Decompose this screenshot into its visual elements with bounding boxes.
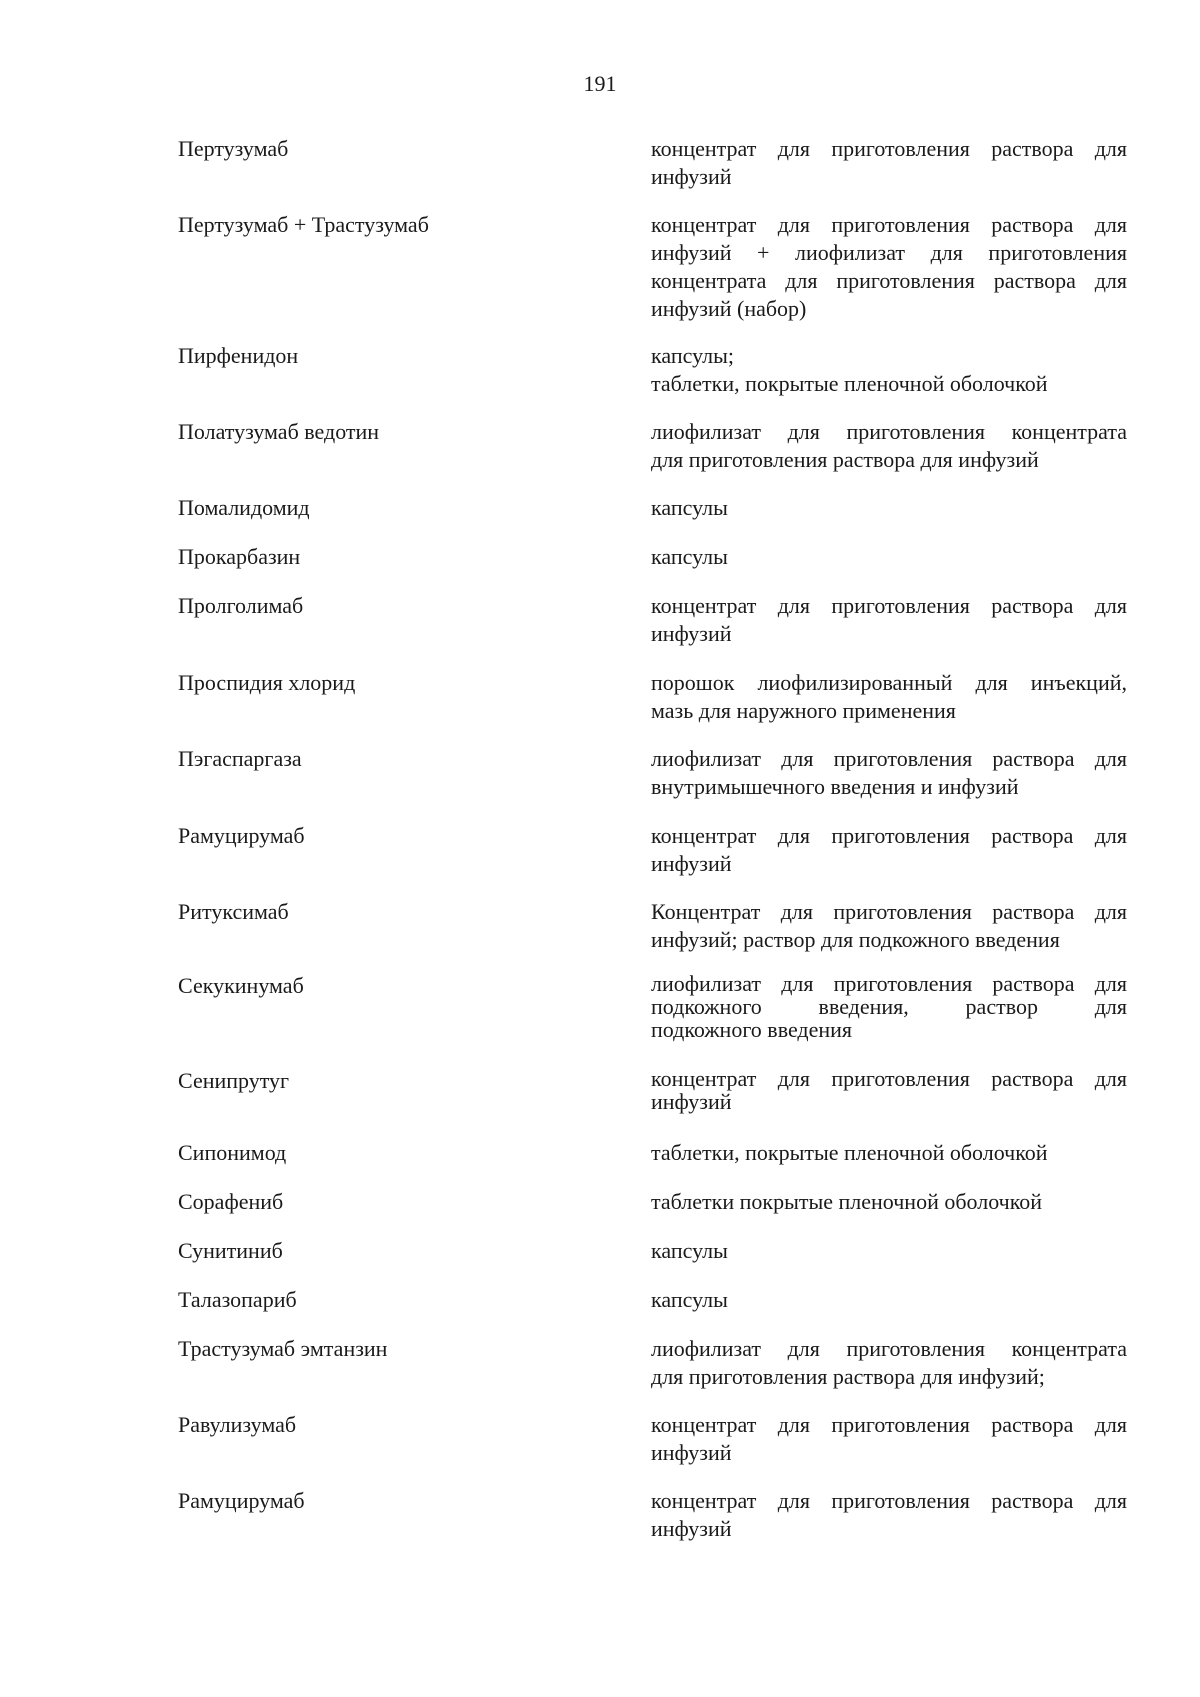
dosage-form-line: инфузий; раствор для подкожного введения <box>651 927 1060 952</box>
dosage-form-line: лиофилизат для приготовления раствора для <box>651 746 1127 771</box>
dosage-form <box>651 1237 1127 1265</box>
dosage-form <box>651 592 1127 648</box>
dosage-form-line: капсулы <box>651 544 728 569</box>
drug-name: Сенипрутуг <box>178 1068 290 1093</box>
dosage-form-line: капсулы <box>651 495 728 520</box>
drug-name: Талазопариб <box>178 1287 297 1312</box>
dosage-form-line: инфузий <box>651 1440 732 1465</box>
drug-name: Рамуцирумаб <box>178 1488 305 1513</box>
dosage-form-line: лиофилизат для приготовления концентрата <box>651 1336 1127 1361</box>
dosage-form-line: инфузий + лиофилизат для приготовления <box>651 240 1127 265</box>
drug-name: Сунитиниб <box>178 1238 283 1263</box>
dosage-form-line: концентрат для приготовления раствора для <box>651 1488 1127 1513</box>
dosage-form <box>651 1067 1127 1113</box>
dosage-form-line: капсулы; <box>651 343 734 368</box>
dosage-form-line: таблетки, покрытые пленочной оболочкой <box>651 371 1048 396</box>
drug-name: Пэгаспаргаза <box>178 746 302 771</box>
dosage-form-line: инфузий <box>651 851 732 876</box>
dosage-form-line: концентрат для приготовления раствора для <box>651 212 1127 237</box>
dosage-form-line: инфузий <box>651 1516 732 1541</box>
dosage-form <box>651 494 1127 522</box>
dosage-form <box>651 418 1127 474</box>
dosage-form <box>651 135 1127 191</box>
dosage-form-line: подкожного введения, раствор для <box>651 994 1127 1019</box>
dosage-form-line: мазь для наружного применения <box>651 698 956 723</box>
drug-name: Секукинумаб <box>178 973 304 998</box>
dosage-form <box>651 543 1127 571</box>
dosage-form-line: концентрат для приготовления раствора для <box>651 1066 1127 1091</box>
dosage-form <box>651 1188 1127 1216</box>
drug-name: Равулизумаб <box>178 1412 297 1437</box>
dosage-form <box>651 342 1127 398</box>
dosage-form <box>651 1286 1127 1314</box>
dosage-form <box>651 1335 1127 1391</box>
dosage-form <box>651 898 1127 954</box>
dosage-form-line: порошок лиофилизированный для инъекций, <box>651 670 1127 695</box>
dosage-form <box>651 1139 1127 1167</box>
drug-name: Пертузумаб <box>178 136 289 161</box>
drug-name: Сорафениб <box>178 1189 284 1214</box>
drug-name: Сипонимод <box>178 1140 287 1165</box>
dosage-form <box>651 1411 1127 1467</box>
dosage-form-line: концентрат для приготовления раствора для <box>651 593 1127 618</box>
dosage-form-line: подкожного введения <box>651 1017 853 1042</box>
drug-name: Полатузумаб ведотин <box>178 419 380 444</box>
dosage-form-line: таблетки, покрытые пленочной оболочкой <box>651 1140 1048 1165</box>
dosage-form-line: концентрат для приготовления раствора для <box>651 823 1127 848</box>
drug-name: Пертузумаб + Трастузумаб <box>178 212 429 237</box>
dosage-form-line: Концентрат для приготовления раствора для <box>651 899 1127 924</box>
dosage-form <box>651 669 1127 725</box>
drug-name: Рамуцирумаб <box>178 823 305 848</box>
dosage-form-line: капсулы <box>651 1287 728 1312</box>
dosage-form-line: капсулы <box>651 1238 728 1263</box>
drug-name: Трастузумаб эмтанзин <box>178 1336 388 1361</box>
dosage-form-line: инфузий <box>651 164 732 189</box>
dosage-form-line: инфузий (набор) <box>651 296 807 321</box>
dosage-form-line: внутримышечного введения и инфузий <box>651 774 1019 799</box>
page-number: 191 <box>583 71 617 96</box>
drug-name: Пролголимаб <box>178 593 304 618</box>
dosage-form-line: лиофилизат для приготовления концентрата <box>651 419 1127 444</box>
drug-name: Пирфенидон <box>178 343 299 368</box>
dosage-form-line: для приготовления раствора для инфузий; <box>651 1364 1045 1389</box>
drug-name: Прокарбазин <box>178 544 301 569</box>
drug-name: Помалидомид <box>178 495 310 520</box>
dosage-form <box>651 1487 1127 1543</box>
dosage-form-line: инфузий <box>651 1089 732 1114</box>
dosage-form-line: таблетки покрытые пленочной оболочкой <box>651 1189 1043 1214</box>
dosage-form <box>651 972 1127 1041</box>
drug-name: Проспидия хлорид <box>178 670 356 695</box>
dosage-form-line: для приготовления раствора для инфузий <box>651 447 1039 472</box>
dosage-form-line: инфузий <box>651 621 732 646</box>
dosage-form-line: концентрат для приготовления раствора для <box>651 1412 1127 1437</box>
dosage-form-line: концентрата для приготовления раствора для <box>651 268 1127 293</box>
dosage-form <box>651 211 1127 323</box>
dosage-form <box>651 822 1127 878</box>
dosage-form-line: лиофилизат для приготовления раствора для <box>651 971 1127 996</box>
dosage-form <box>651 745 1127 801</box>
drug-name: Ритуксимаб <box>178 899 289 924</box>
dosage-form-line: концентрат для приготовления раствора для <box>651 136 1127 161</box>
